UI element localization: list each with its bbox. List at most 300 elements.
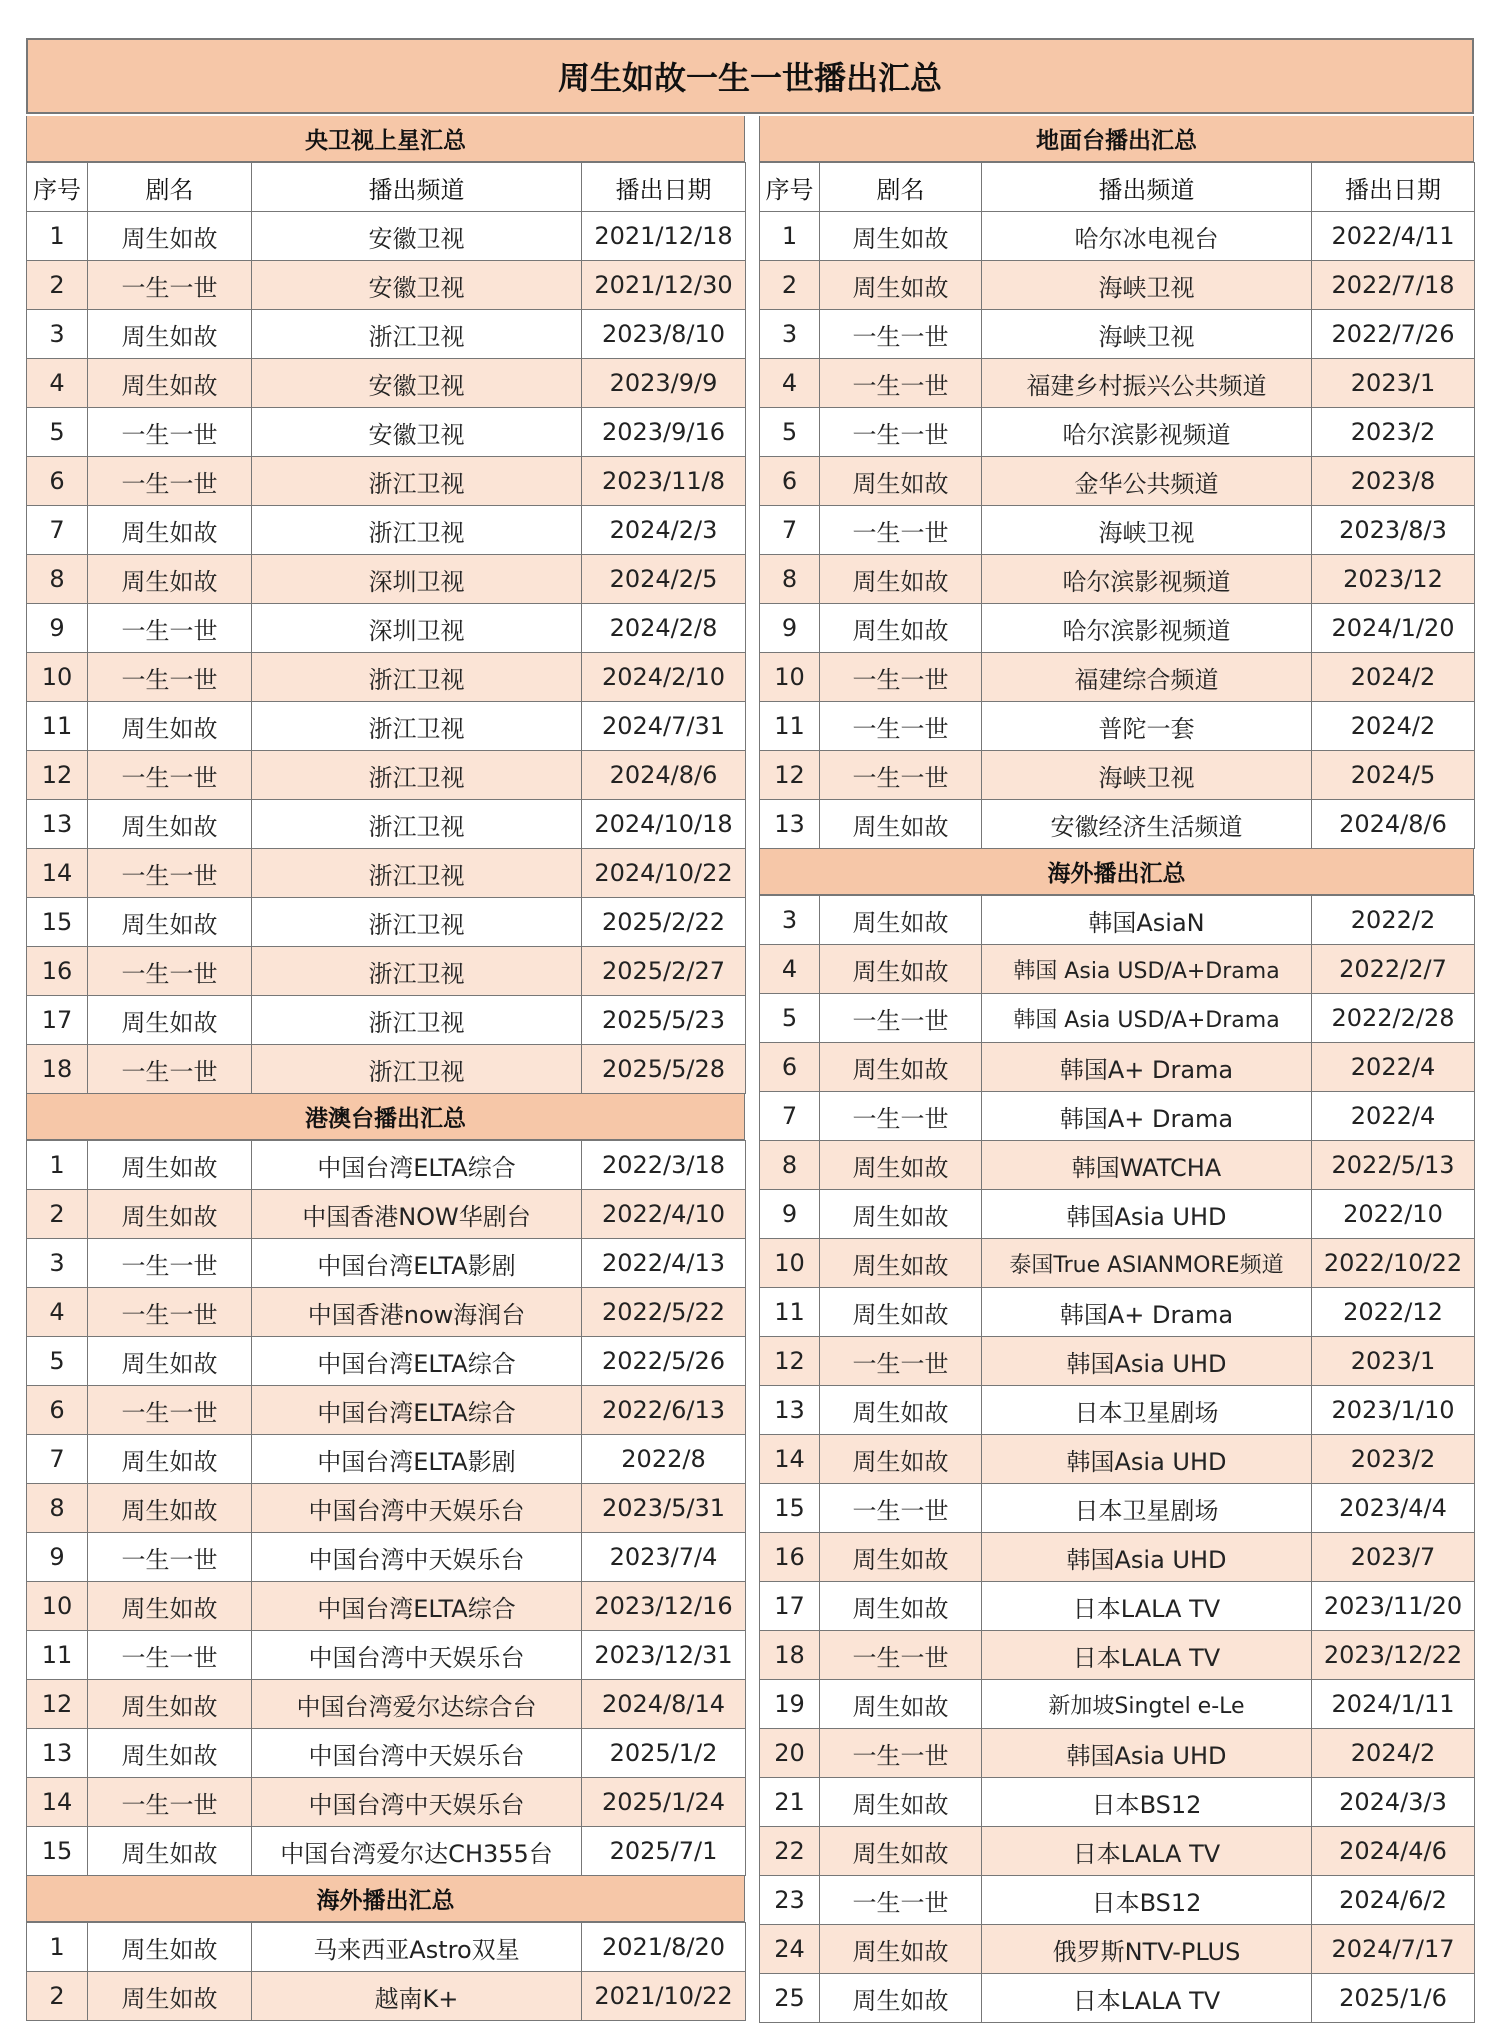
cell-row-index: 9 [27,1533,88,1582]
table-row [760,896,1475,945]
cell-channel: 韩国Asia UHD [982,1533,1312,1582]
table-row [760,1337,1475,1386]
cell-row-index: 2 [27,261,88,310]
table-row [27,1923,746,1972]
table-row [27,604,746,653]
cell-channel: 韩国A+ Drama [982,1043,1312,1092]
cell-drama-name: 周生如故 [88,1484,252,1533]
cell-channel: 中国台湾中天娱乐台 [252,1533,582,1582]
cell-air-date: 2024/8/6 [1312,800,1475,849]
cell-channel: 海峡卫视 [982,310,1312,359]
cell-row-index: 11 [760,702,820,751]
cell-air-date: 2023/12 [1312,555,1475,604]
cell-air-date: 2021/8/20 [582,1923,746,1972]
section-title-hkmo: 港澳台播出汇总 [26,1094,745,1140]
cell-air-date: 2023/1 [1312,1337,1475,1386]
cell-air-date: 2023/12/31 [582,1631,746,1680]
cell-drama-name: 周生如故 [820,1582,982,1631]
cell-drama-name: 周生如故 [88,359,252,408]
cell-channel: 韩国WATCHA [982,1141,1312,1190]
cell-channel: 日本LALA TV [982,1631,1312,1680]
cell-channel: 泰国True ASIANMORE频道 [982,1239,1312,1288]
cell-row-index: 11 [27,702,88,751]
cell-row-index: 6 [27,1386,88,1435]
cell-channel: 浙江卫视 [252,996,582,1045]
cell-row-index: 25 [760,1974,820,2023]
cell-air-date: 2024/8/14 [582,1680,746,1729]
cell-row-index: 4 [760,945,820,994]
table-row [27,506,746,555]
cell-row-index: 18 [27,1045,88,1094]
cell-channel: 浙江卫视 [252,849,582,898]
cell-air-date: 2023/8 [1312,457,1475,506]
cell-drama-name: 周生如故 [88,1435,252,1484]
cell-drama-name: 周生如故 [820,555,982,604]
cell-air-date: 2022/7/26 [1312,310,1475,359]
table-row [27,261,746,310]
table-row [760,1729,1475,1778]
cell-channel: 中国香港NOW华剧台 [252,1190,582,1239]
cell-channel: 中国台湾ELTA综合 [252,1582,582,1631]
cell-row-index: 15 [27,1827,88,1876]
table-overseas-left [26,1922,746,2021]
cell-air-date: 2025/5/28 [582,1045,746,1094]
cell-air-date: 2024/1/20 [1312,604,1475,653]
cell-channel: 浙江卫视 [252,947,582,996]
cell-drama-name: 周生如故 [88,1923,252,1972]
cell-channel: 安徽卫视 [252,408,582,457]
cell-channel: 福建乡村振兴公共频道 [982,359,1312,408]
cell-row-index: 1 [27,1923,88,1972]
cell-row-index: 9 [760,1190,820,1239]
cell-drama-name: 周生如故 [820,1239,982,1288]
cell-drama-name: 周生如故 [820,1680,982,1729]
cell-channel: 安徽卫视 [252,359,582,408]
cell-row-index: 12 [760,1337,820,1386]
cell-row-index: 14 [27,1778,88,1827]
table-row [760,457,1475,506]
cell-drama-name: 一生一世 [820,702,982,751]
cell-row-index: 7 [27,506,88,555]
cell-drama-name: 周生如故 [88,702,252,751]
table-row [760,653,1475,702]
cell-air-date: 2024/7/31 [582,702,746,751]
cell-row-index: 17 [760,1582,820,1631]
cell-drama-name: 周生如故 [820,800,982,849]
cell-channel: 中国台湾ELTA综合 [252,1337,582,1386]
cell-row-index: 12 [760,751,820,800]
cell-row-index: 10 [760,653,820,702]
cell-drama-name: 周生如故 [820,1386,982,1435]
cell-air-date: 2022/2 [1312,896,1475,945]
cell-row-index: 17 [27,996,88,1045]
cell-row-index: 22 [760,1827,820,1876]
cell-air-date: 2024/3/3 [1312,1778,1475,1827]
table-row [760,1778,1475,1827]
cell-channel: 浙江卫视 [252,506,582,555]
column-header-row-index: 序号 [27,163,88,212]
cell-air-date: 2022/5/26 [582,1337,746,1386]
cell-channel: 日本卫星剧场 [982,1484,1312,1533]
column-header-drama-name: 剧名 [820,163,982,212]
column-header-channel: 播出频道 [982,163,1312,212]
cell-row-index: 8 [760,1141,820,1190]
table-row [760,1239,1475,1288]
cell-air-date: 2023/7 [1312,1533,1475,1582]
cell-channel: 普陀一套 [982,702,1312,751]
cell-drama-name: 一生一世 [820,1092,982,1141]
cell-row-index: 14 [27,849,88,898]
cell-air-date: 2024/2 [1312,653,1475,702]
table-row [27,555,746,604]
cell-air-date: 2022/4/13 [582,1239,746,1288]
cell-channel: 中国台湾ELTA综合 [252,1141,582,1190]
cell-channel: 海峡卫视 [982,261,1312,310]
cell-channel: 日本LALA TV [982,1582,1312,1631]
cell-drama-name: 周生如故 [88,1729,252,1778]
cell-row-index: 15 [760,1484,820,1533]
column-header-channel: 播出频道 [252,163,582,212]
cell-row-index: 7 [27,1435,88,1484]
cell-drama-name: 周生如故 [88,1141,252,1190]
cell-row-index: 14 [760,1435,820,1484]
cell-drama-name: 一生一世 [820,1876,982,1925]
cell-drama-name: 一生一世 [88,653,252,702]
cell-row-index: 16 [27,947,88,996]
cell-channel: 中国台湾ELTA综合 [252,1386,582,1435]
table-row [760,604,1475,653]
table-row [760,261,1475,310]
cell-air-date: 2024/4/6 [1312,1827,1475,1876]
table-row [27,1582,746,1631]
cell-row-index: 21 [760,1778,820,1827]
cell-row-index: 8 [27,1484,88,1533]
cell-drama-name: 一生一世 [88,408,252,457]
cell-row-index: 13 [760,800,820,849]
cell-channel: 中国台湾中天娱乐台 [252,1729,582,1778]
cell-channel: 韩国A+ Drama [982,1092,1312,1141]
cell-air-date: 2024/2/8 [582,604,746,653]
cell-drama-name: 一生一世 [88,947,252,996]
cell-drama-name: 一生一世 [820,408,982,457]
cell-air-date: 2022/4 [1312,1092,1475,1141]
header-row [27,163,746,212]
cell-channel: 日本LALA TV [982,1974,1312,2023]
table-overseas-right [759,895,1475,2023]
cell-air-date: 2022/6/13 [582,1386,746,1435]
cell-channel: 金华公共频道 [982,457,1312,506]
cell-air-date: 2023/11/20 [1312,1582,1475,1631]
cell-air-date: 2022/4/10 [582,1190,746,1239]
cell-row-index: 3 [760,896,820,945]
table-row [27,800,746,849]
cell-channel: 韩国 Asia USD/A+Drama [982,994,1312,1043]
cell-row-index: 3 [760,310,820,359]
cell-air-date: 2022/3/18 [582,1141,746,1190]
cell-air-date: 2022/7/18 [1312,261,1475,310]
cell-row-index: 7 [760,506,820,555]
table-row [760,555,1475,604]
cell-air-date: 2025/5/23 [582,996,746,1045]
table-row [27,457,746,506]
cell-air-date: 2022/10 [1312,1190,1475,1239]
cell-drama-name: 一生一世 [88,1288,252,1337]
cell-row-index: 3 [27,1239,88,1288]
table-satellite [26,162,746,1094]
cell-air-date: 2024/2/10 [582,653,746,702]
cell-drama-name: 一生一世 [820,310,982,359]
cell-row-index: 23 [760,1876,820,1925]
left-panel [26,116,745,2021]
cell-air-date: 2023/5/31 [582,1484,746,1533]
cell-channel: 韩国Asia UHD [982,1729,1312,1778]
table-row [760,506,1475,555]
cell-channel: 日本LALA TV [982,1827,1312,1876]
table-row [760,751,1475,800]
cell-row-index: 12 [27,751,88,800]
column-header-air-date: 播出日期 [582,163,746,212]
cell-row-index: 5 [760,994,820,1043]
table-row [760,1092,1475,1141]
cell-drama-name: 一生一世 [820,994,982,1043]
header-row [760,163,1475,212]
cell-channel: 浙江卫视 [252,1045,582,1094]
cell-drama-name: 一生一世 [88,1045,252,1094]
table-row [760,1631,1475,1680]
cell-row-index: 24 [760,1925,820,1974]
cell-drama-name: 周生如故 [88,1190,252,1239]
cell-drama-name: 一生一世 [820,359,982,408]
cell-drama-name: 一生一世 [88,751,252,800]
cell-row-index: 2 [760,261,820,310]
cell-drama-name: 一生一世 [88,1533,252,1582]
table-row [760,1582,1475,1631]
cell-drama-name: 周生如故 [820,212,982,261]
cell-channel: 中国香港now海润台 [252,1288,582,1337]
table-row [760,702,1475,751]
cell-air-date: 2022/2/28 [1312,994,1475,1043]
column-header-drama-name: 剧名 [88,163,252,212]
cell-row-index: 10 [27,653,88,702]
cell-row-index: 9 [760,604,820,653]
table-row [27,947,746,996]
table-row [27,1827,746,1876]
table-row [27,1680,746,1729]
table-row [27,1484,746,1533]
cell-row-index: 2 [27,1972,88,2021]
cell-drama-name: 一生一世 [820,751,982,800]
cell-drama-name: 周生如故 [88,1972,252,2021]
cell-channel: 福建综合频道 [982,653,1312,702]
cell-channel: 浙江卫视 [252,898,582,947]
cell-drama-name: 周生如故 [820,945,982,994]
cell-channel: 深圳卫视 [252,604,582,653]
table-row [760,1974,1475,2023]
cell-drama-name: 周生如故 [820,1827,982,1876]
cell-channel: 中国台湾ELTA影剧 [252,1239,582,1288]
table-row [760,994,1475,1043]
cell-air-date: 2023/12/16 [582,1582,746,1631]
cell-air-date: 2023/9/16 [582,408,746,457]
section-title-terrestrial: 地面台播出汇总 [759,116,1474,162]
cell-air-date: 2022/4 [1312,1043,1475,1092]
cell-air-date: 2024/5 [1312,751,1475,800]
cell-channel: 中国台湾中天娱乐台 [252,1778,582,1827]
table-row [27,1045,746,1094]
cell-air-date: 2023/7/4 [582,1533,746,1582]
cell-air-date: 2024/6/2 [1312,1876,1475,1925]
cell-row-index: 2 [27,1190,88,1239]
cell-row-index: 1 [27,1141,88,1190]
cell-row-index: 13 [27,1729,88,1778]
cell-row-index: 10 [27,1582,88,1631]
cell-channel: 哈尔冰电视台 [982,212,1312,261]
cell-row-index: 6 [760,457,820,506]
cell-drama-name: 一生一世 [820,1337,982,1386]
cell-channel: 韩国Asia UHD [982,1337,1312,1386]
cell-row-index: 3 [27,310,88,359]
table-row [27,1778,746,1827]
cell-row-index: 11 [760,1288,820,1337]
cell-channel: 日本BS12 [982,1778,1312,1827]
cell-channel: 中国台湾ELTA影剧 [252,1435,582,1484]
table-row [27,1141,746,1190]
cell-channel: 韩国AsiaN [982,896,1312,945]
cell-air-date: 2025/2/27 [582,947,746,996]
table-row [760,1190,1475,1239]
cell-drama-name: 一生一世 [88,261,252,310]
table-row [760,1680,1475,1729]
cell-row-index: 19 [760,1680,820,1729]
cell-air-date: 2024/2/5 [582,555,746,604]
table-row [760,945,1475,994]
table-row [27,1239,746,1288]
cell-drama-name: 一生一世 [820,1729,982,1778]
cell-drama-name: 周生如故 [88,1827,252,1876]
table-row [760,310,1475,359]
cell-air-date: 2023/2 [1312,408,1475,457]
cell-drama-name: 一生一世 [88,1386,252,1435]
cell-channel: 安徽经济生活频道 [982,800,1312,849]
cell-row-index: 15 [27,898,88,947]
cell-row-index: 11 [27,1631,88,1680]
cell-air-date: 2025/1/6 [1312,1974,1475,2023]
table-row [760,408,1475,457]
cell-air-date: 2025/1/2 [582,1729,746,1778]
cell-row-index: 1 [27,212,88,261]
cell-channel: 日本卫星剧场 [982,1386,1312,1435]
table-row [27,1972,746,2021]
cell-drama-name: 一生一世 [88,849,252,898]
cell-drama-name: 周生如故 [820,1974,982,2023]
table-row [760,1484,1475,1533]
cell-air-date: 2024/10/22 [582,849,746,898]
table-row [27,751,746,800]
table-row [27,1435,746,1484]
cell-row-index: 8 [760,555,820,604]
cell-air-date: 2024/7/17 [1312,1925,1475,1974]
cell-row-index: 7 [760,1092,820,1141]
cell-drama-name: 周生如故 [88,506,252,555]
cell-drama-name: 周生如故 [820,1435,982,1484]
cell-row-index: 9 [27,604,88,653]
column-header-row-index: 序号 [760,163,820,212]
cell-drama-name: 周生如故 [820,1288,982,1337]
cell-drama-name: 一生一世 [88,1239,252,1288]
cell-channel: 中国台湾中天娱乐台 [252,1484,582,1533]
cell-row-index: 5 [27,1337,88,1386]
table-row [760,212,1475,261]
cell-air-date: 2023/8/10 [582,310,746,359]
cell-drama-name: 一生一世 [88,604,252,653]
main-title: 周生如故一生一世播出汇总 [26,38,1474,114]
cell-row-index: 13 [760,1386,820,1435]
cell-row-index: 18 [760,1631,820,1680]
cell-drama-name: 一生一世 [820,506,982,555]
cell-drama-name: 周生如故 [88,1680,252,1729]
cell-channel: 深圳卫视 [252,555,582,604]
cell-channel: 浙江卫视 [252,702,582,751]
cell-drama-name: 周生如故 [820,1925,982,1974]
cell-air-date: 2024/2 [1312,702,1475,751]
cell-air-date: 2024/10/18 [582,800,746,849]
cell-row-index: 5 [27,408,88,457]
table-row [27,1533,746,1582]
table-row [27,898,746,947]
cell-drama-name: 周生如故 [88,212,252,261]
table-row [27,849,746,898]
table-row [27,653,746,702]
table-row [27,1631,746,1680]
cell-channel: 新加坡Singtel e-Le [982,1680,1312,1729]
cell-air-date: 2024/2 [1312,1729,1475,1778]
cell-drama-name: 周生如故 [88,555,252,604]
table-row [760,1386,1475,1435]
cell-air-date: 2024/2/3 [582,506,746,555]
cell-drama-name: 周生如故 [820,604,982,653]
cell-channel: 中国台湾爱尔达CH355台 [252,1827,582,1876]
table-row [27,408,746,457]
table-terrestrial [759,162,1475,849]
cell-air-date: 2023/9/9 [582,359,746,408]
cell-drama-name: 周生如故 [820,1141,982,1190]
cell-channel: 浙江卫视 [252,800,582,849]
cell-channel: 韩国A+ Drama [982,1288,1312,1337]
cell-air-date: 2023/11/8 [582,457,746,506]
cell-row-index: 4 [760,359,820,408]
cell-air-date: 2025/1/24 [582,1778,746,1827]
table-row [760,1043,1475,1092]
section-title-satellite: 央卫视上星汇总 [26,116,745,162]
cell-channel: 中国台湾中天娱乐台 [252,1631,582,1680]
cell-air-date: 2021/12/30 [582,261,746,310]
table-row [760,1925,1475,1974]
cell-air-date: 2022/5/13 [1312,1141,1475,1190]
cell-air-date: 2022/4/11 [1312,212,1475,261]
cell-row-index: 5 [760,408,820,457]
cell-drama-name: 周生如故 [88,310,252,359]
table-row [760,1876,1475,1925]
cell-channel: 海峡卫视 [982,751,1312,800]
table-row [27,996,746,1045]
cell-drama-name: 周生如故 [88,1337,252,1386]
table-row [27,702,746,751]
cell-air-date: 2023/2 [1312,1435,1475,1484]
table-row [760,1141,1475,1190]
cell-channel: 俄罗斯NTV-PLUS [982,1925,1312,1974]
cell-air-date: 2022/2/7 [1312,945,1475,994]
cell-air-date: 2023/1 [1312,359,1475,408]
